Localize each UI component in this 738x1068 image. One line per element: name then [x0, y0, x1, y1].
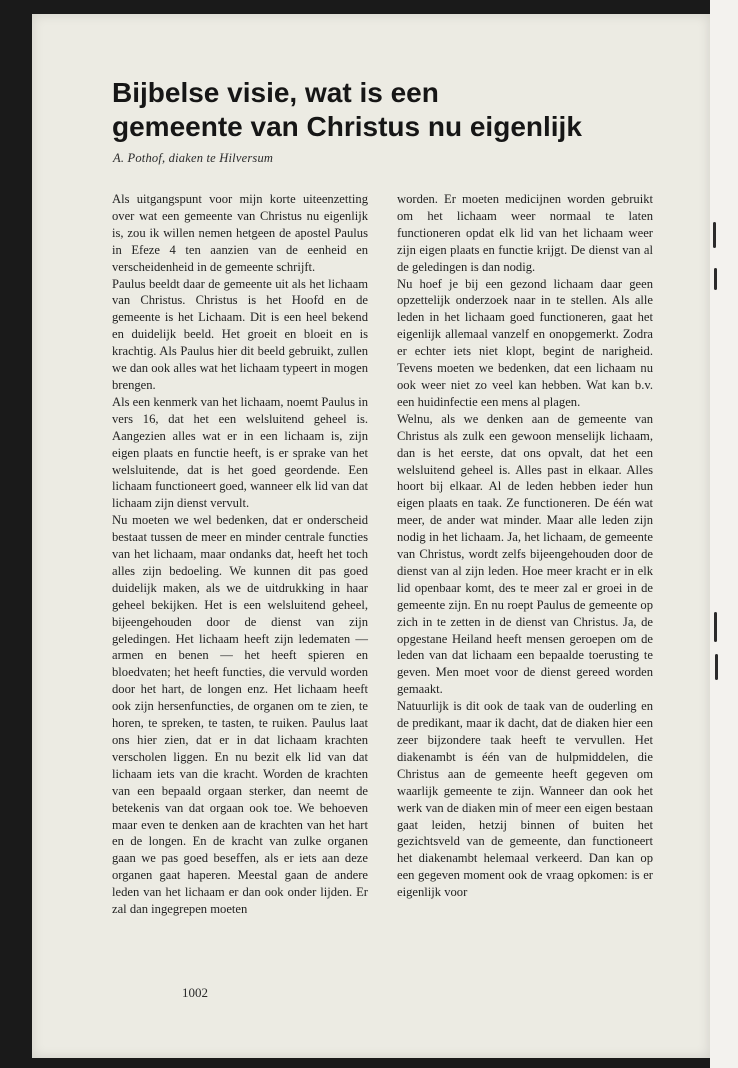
paragraph: Welnu, als we denken aan de gemeente van Christus als zulk een gewoon menselijk lichaam, dan is het eerste, dat ons opvalt, dat het een welsluitend geheel is. Alles past in elkaar. Alles hoort bij elkaar. Al de leden hebben ieder hun eigen plaats en taak. Ze functioneren. De één wat meer, de ander wat minder. Maar alle leden zijn nodig in het lichaam. Ja, het lichaam, de gemeente van Christus, wordt zelfs bijeengehouden door de dienst van al zijn leden. Hoe meer kracht er in elk lid openbaar komt, des te meer zal er groei in de gemeente zijn. En nu roept Paulus de gemeente op zich in te zetten in de dienst van Christus. Ja, de opgestane Heiland heeft mensen geroepen om de leden van dat lichaam een bepaalde toerusting te geven. Men moet voor de dienst gereed worden gemaakt.	[397, 411, 653, 697]
article-title	[112, 76, 672, 144]
scan-mark	[715, 654, 718, 680]
scan-mark	[713, 222, 716, 248]
paragraph: Paulus beeldt daar de gemeente uit als het lichaam van Christus. Christus is het Hoofd en de gemeente is het Lichaam. Dit is een heel bekend en duidelijk beeld. Het groeit en bloeit en is krachtig. Als Paulus hier dit beeld gebruikt, zullen we dan ook alles wat het lichaam typeert in mogen brengen.	[112, 276, 368, 392]
paragraph: worden. Er moeten medicijnen worden gebruikt om het lichaam weer normaal te laten functioneren opdat elk lid van het lichaam weer zijn eigen plaats en functie krijgt. De dienst van al de geledingen is dan nodig.	[397, 192, 653, 274]
title-line-2: gemeente van Christus nu eigenlijk	[112, 111, 582, 142]
paragraph: Als uitgangspunt voor mijn korte uiteenzetting over wat een gemeente van Christus nu eigenlijk is, zou ik willen nemen hetgeen de apostel Paulus in Efeze 4 ten aanzien van de eenheid en verscheidenheid in de gemeente schrijft.	[112, 192, 368, 274]
author-byline: A. Pothof, diaken te Hilversum	[113, 151, 274, 165]
scan-mark	[714, 612, 717, 642]
paragraph: Natuurlijk is dit ook de taak van de ouderling en de predikant, maar ik dacht, dat de diaken hier een zeer bijzondere taak heeft te vervullen. Het diakenambt is één van de hulpmiddelen, die Christus aan de gemeente heeft gegeven om waarlijk gemeente te zijn. Wanneer dan ook het werk van de diaken min of meer een eigen bestaan gaat leiden, hetzij binnen of buiten het gezichtsveld van de gemeente, dan functioneert het diakenambt helemaal verkeerd. Dan kan op een gegeven moment ook de vraag opkomen: is er eigenlijk voor	[397, 699, 653, 900]
paragraph: Nu hoef je bij een gezond lichaam daar geen opzettelijk onderzoek naar in te stellen. Als alle leden in het lichaam goed functioneren, gaat het eigenlijk allemaal vanzelf en onopgemerkt. Zodra er echter iets niet klopt, begint de narigheid. Tevens moeten we bedenken, dat een lichaam nu ook weer niet zo veel kan hebben. Wat kan b.v. een huidinfectie een mens al plagen.	[397, 276, 653, 409]
page-number: 1002	[182, 985, 208, 1000]
right-column	[397, 191, 653, 901]
scan-margin	[710, 0, 738, 1068]
left-column	[112, 191, 368, 918]
title-line-1: Bijbelse visie, wat is een	[112, 77, 439, 108]
paragraph: Als een kenmerk van het lichaam, noemt Paulus in vers 16, dat het een welsluitend geheel is. Aangezien alles wat er in een lichaam is, zijn eigen plaats en functie heeft, is er sprake van het welsluitende, dat is het goed geordende. Een lichaam functioneert goed, wanneer elk lid van dat lichaam zijn dienst vervult.	[112, 394, 368, 511]
scan-mark	[714, 268, 717, 290]
paragraph: Nu moeten we wel bedenken, dat er onderscheid bestaat tussen de meer en minder centrale functies van het lichaam, maar ondanks dat, heeft het toch alles zijn bedoeling. We kunnen dit pas goed duidelijk maken, als we de uitdrukking in haar geheel bekijken. Het is een welsluitend geheel, bijeengehouden door de dienst van zijn geledingen. Het lichaam heeft zijn ledematen — armen en benen — het heeft spieren en bloedvaten; het heeft functies, die vervuld worden door het hart, de longen enz. Het lichaam heeft ook zijn hersenfuncties, de organen om te zien, te horen, te spreken, te tasten, te ruiken. Paulus laat ons hier zien, dat er in dat lichaam krachten verscholen liggen. En nu bezit elk lid van dat lichaam iets van die kracht. Worden de krachten van een bepaald orgaan sterker, dan neemt de betekenis van dat orgaan ook toe. We behoeven maar even te denken aan de krachten van het hart en de longen. En de kracht van zulke organen gaan we pas goed beseffen, als er iets aan deze organen gaat haperen. Meestal gaan de andere leden van het lichaam er dan ook onder lijden. Er zal dan ingegrepen moeten	[112, 513, 368, 917]
